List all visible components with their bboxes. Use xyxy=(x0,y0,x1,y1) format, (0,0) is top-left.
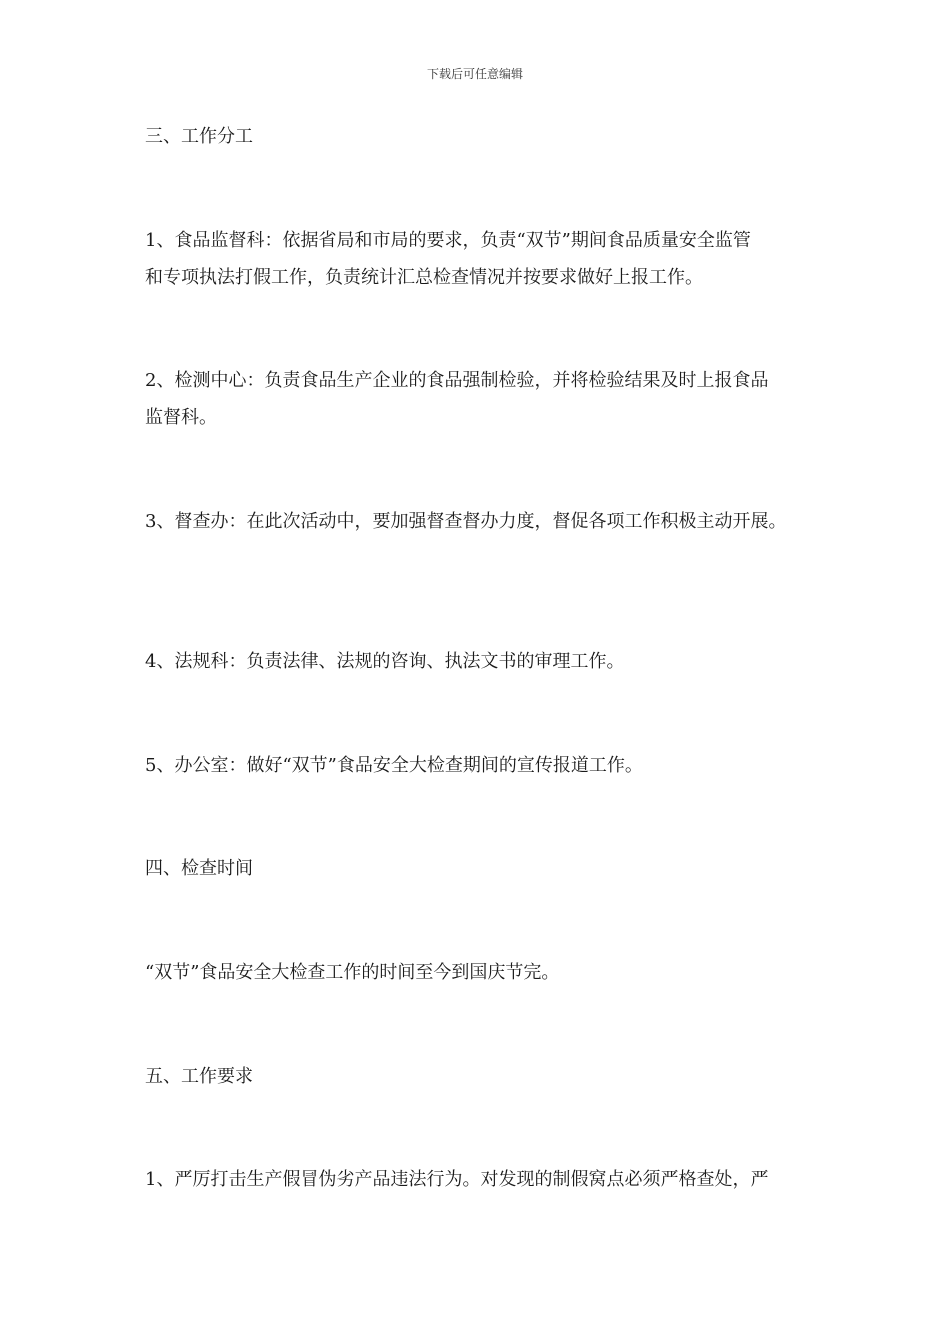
paragraph-food-supervision-line-1: 1、食品监督科：依据省局和市局的要求，负责“双节”期间食品质量安全监管 xyxy=(145,230,751,251)
section-heading-division-of-work: 三、工作分工 xyxy=(145,126,253,147)
section-heading-inspection-time: 四、检查时间 xyxy=(145,858,253,879)
paragraph-inspection-time: “双节”食品安全大检查工作的时间至今到国庆节完。 xyxy=(145,962,560,983)
paragraph-general-office: 5、办公室：做好“双节”食品安全大检查期间的宣传报道工作。 xyxy=(145,755,643,776)
paragraph-testing-center-line-1: 2、检测中心：负责食品生产企业的食品强制检验，并将检验结果及时上报食品 xyxy=(145,370,769,391)
paragraph-inspection-office: 3、督查办：在此次活动中，要加强督查督办力度，督促各项工作积极主动开展。 xyxy=(145,511,787,532)
paragraph-requirement-1: 1、严厉打击生产假冒伪劣产品违法行为。对发现的制假窝点必须严格查处，严 xyxy=(145,1169,769,1190)
paragraph-legal-section: 4、法规科：负责法律、法规的咨询、执法文书的审理工作。 xyxy=(145,651,625,672)
paragraph-testing-center-line-2: 监督科。 xyxy=(145,407,217,428)
paragraph-food-supervision-line-2: 和专项执法打假工作，负责统计汇总检查情况并按要求做好上报工作。 xyxy=(145,267,703,288)
section-heading-work-requirements: 五、工作要求 xyxy=(145,1066,253,1087)
page-header-note: 下载后可任意编辑 xyxy=(426,67,523,81)
